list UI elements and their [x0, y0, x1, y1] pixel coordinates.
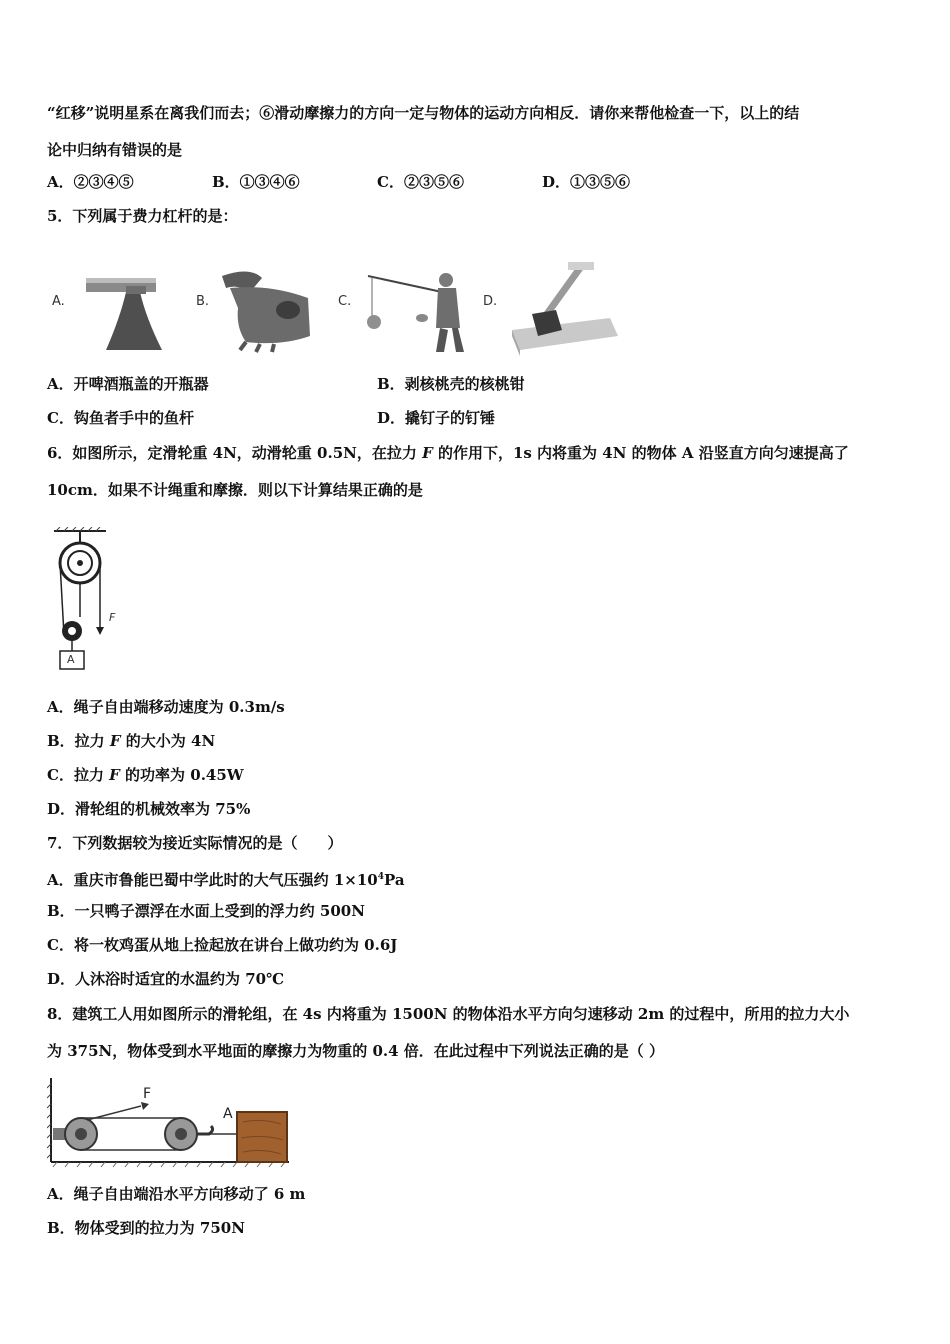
q5-option-b: B．剥核桃壳的核桃钳 — [377, 375, 525, 393]
q7-option-a — [47, 867, 405, 890]
q6-option-c — [47, 765, 244, 785]
q5-option-d: D．撬钉子的钉锤 — [377, 409, 496, 427]
q4-option-d: D．①③⑤⑥ — [542, 173, 631, 191]
q8-option-b: B．物体受到的拉力为 750N — [47, 1219, 245, 1237]
q7-option-b: B．一只鸭子漂浮在水面上受到的浮力约 500N — [47, 902, 365, 920]
q8-option-a: A．绳子自由端沿水平方向移动了 6 m — [47, 1185, 306, 1203]
q8-line1: 8．建筑工人用如图所示的滑轮组，在 4s 内将重为 1500N 的物体沿水平方向匀速移动 2m 的过程中，所用的拉力大小 — [47, 1005, 850, 1023]
q7-stem: 7．下列数据较为接近实际情况的是（ ） — [47, 834, 343, 852]
nutcracker-image — [222, 271, 310, 352]
q6-fig-label-f: F — [109, 611, 116, 624]
q7-option-a-sup: 4 — [377, 872, 385, 882]
q8-fig-label-a: A — [223, 1106, 233, 1122]
q6-option-d: D．滑轮组的机械效率为 75% — [47, 800, 251, 818]
q6-option-b-f: F — [109, 732, 121, 750]
q6-line1-f: F — [422, 444, 433, 462]
q6-option-c-a: C．拉力 — [47, 766, 110, 784]
q8-fig-label-f: F — [143, 1086, 152, 1102]
q6-option-a: A．绳子自由端移动速度为 0.3m/s — [47, 698, 285, 716]
q7-option-a-a: A．重庆市鲁能巴蜀中学此时的大气压强约 1×10 — [47, 871, 378, 889]
q4-line1: “红移”说明星系在离我们而去；⑥滑动摩擦力的方向一定与物体的运动方向相反．请你来帮他检查一下，以上的结 — [47, 104, 800, 122]
q8-pulley-figure — [47, 1078, 292, 1170]
q7-option-c: C．将一枚鸡蛋从地上捡起放在讲台上做功约为 0.6J — [47, 936, 398, 954]
q5-fig-label-c: C. — [338, 294, 352, 309]
q7-option-d: D．人沐浴时适宜的水温约为 70℃ — [47, 970, 285, 988]
q8-line2: 为 375N，物体受到水平地面的摩擦力为物重的 0.4 倍．在此过程中下列说法正确的是（ ） — [47, 1042, 665, 1060]
q6-option-c-f: F — [109, 766, 120, 784]
q6-pulley-figure — [50, 527, 130, 675]
q6-fig-label-a: A — [67, 653, 75, 666]
q6-line1-a: 6．如图所示，定滑轮重 4N，动滑轮重 0.5N，在拉力 — [47, 444, 423, 462]
q5-fig-label-d: D. — [483, 294, 498, 309]
q6-option-c-b: 的功率为 0.45W — [119, 766, 244, 784]
q5-stem: 5．下列属于费力杠杆的是： — [47, 207, 238, 225]
q4-option-b: B．①③④⑥ — [212, 173, 300, 191]
claw-hammer-image — [512, 262, 618, 356]
q6-option-b — [47, 731, 215, 751]
q5-option-c: C．钩鱼者手中的鱼杆 — [47, 409, 194, 427]
q6-option-b-a: B．拉力 — [47, 732, 110, 750]
q4-line2: 论中归纳有错误的是 — [47, 141, 183, 159]
q6-line1 — [47, 443, 849, 463]
bottle-opener-image — [86, 278, 162, 350]
fishing-rod-image — [367, 273, 464, 352]
q7-option-a-b: Pa — [384, 871, 405, 889]
q5-fig-label-b: B. — [196, 294, 210, 309]
q6-line2: 10cm．如果不计绳重和摩擦．则以下计算结果正确的是 — [47, 481, 423, 499]
q5-option-a: A．开啤酒瓶盖的开瓶器 — [47, 375, 209, 393]
q6-line1-b: 的作用下，1s 内将重为 4N 的物体 A 沿竖直方向匀速提高了 — [432, 444, 849, 462]
q4-option-c: C．②③⑤⑥ — [377, 173, 464, 191]
q5-fig-label-a: A. — [52, 294, 65, 309]
q4-option-a: A．②③④⑤ — [47, 173, 134, 191]
q6-option-b-b: 的大小为 4N — [120, 732, 216, 750]
q5-lever-figures — [50, 258, 620, 358]
